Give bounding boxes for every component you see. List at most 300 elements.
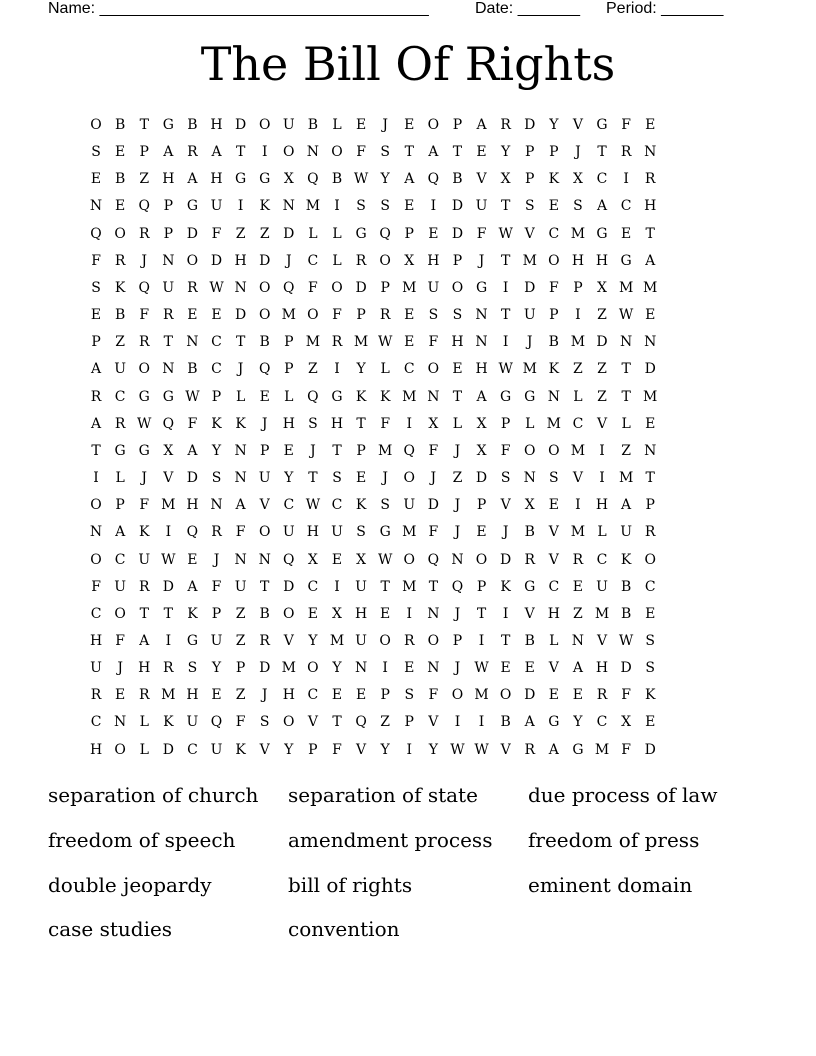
grid-letter[interactable]: R [138, 334, 150, 351]
grid-letter[interactable]: M [402, 524, 417, 541]
grid-letter[interactable]: V [259, 497, 270, 514]
grid-letter[interactable]: D [283, 578, 295, 595]
grid-letter[interactable]: N [354, 660, 368, 677]
grid-letter[interactable]: E [645, 415, 656, 432]
grid-letter[interactable]: U [210, 741, 223, 758]
grid-letter[interactable]: R [644, 524, 656, 541]
grid-letter[interactable]: O [138, 361, 150, 378]
grid-letter[interactable]: P [163, 198, 174, 215]
grid-letter[interactable]: E [211, 687, 222, 704]
grid-letter[interactable]: R [187, 279, 198, 296]
grid-letter[interactable]: X [404, 252, 415, 269]
grid-letter[interactable]: A [621, 497, 632, 514]
grid-letter[interactable]: O [403, 551, 415, 568]
grid-letter[interactable]: P [573, 279, 583, 296]
grid-letter[interactable]: N [427, 388, 440, 405]
grid-letter[interactable]: N [644, 442, 657, 459]
grid-letter[interactable]: F [380, 415, 391, 432]
grid-letter[interactable]: E [90, 171, 102, 188]
grid-letter[interactable]: J [575, 144, 581, 161]
grid-letter[interactable]: P [404, 225, 414, 242]
grid-letter[interactable]: O [451, 279, 464, 296]
grid-letter[interactable]: G [475, 279, 488, 296]
grid-letter[interactable]: C [403, 361, 415, 378]
grid-letter[interactable]: M [305, 198, 321, 215]
grid-letter[interactable]: I [623, 171, 629, 188]
grid-letter[interactable]: A [428, 144, 439, 161]
grid-letter[interactable]: M [305, 334, 321, 351]
grid-letter[interactable]: N [306, 144, 320, 161]
grid-letter[interactable]: C [331, 497, 343, 514]
grid-letter[interactable]: E [380, 605, 391, 622]
grid-letter[interactable]: D [186, 225, 199, 242]
grid-letter[interactable]: S [500, 470, 511, 487]
grid-letter[interactable]: H [186, 497, 199, 514]
grid-letter[interactable]: G [379, 524, 391, 541]
grid-letter[interactable]: M [353, 334, 369, 351]
grid-letter[interactable]: R [644, 171, 656, 188]
grid-letter[interactable]: J [454, 605, 461, 622]
grid-letter[interactable]: P [139, 144, 149, 161]
grid-letter[interactable]: V [548, 551, 559, 568]
grid-letter[interactable]: B [187, 361, 198, 378]
grid-letter[interactable]: T [428, 578, 439, 595]
grid-letter[interactable]: R [138, 578, 150, 595]
grid-letter[interactable]: Y [380, 171, 390, 188]
grid-letter[interactable]: R [572, 551, 584, 568]
grid-letter[interactable]: J [454, 524, 461, 541]
grid-letter[interactable]: R [331, 334, 343, 351]
grid-letter[interactable]: F [476, 225, 487, 242]
grid-letter[interactable]: E [259, 388, 270, 405]
grid-letter[interactable]: T [235, 144, 246, 161]
grid-letter[interactable]: C [211, 361, 222, 378]
grid-letter[interactable]: E [476, 524, 487, 541]
grid-letter[interactable]: J [454, 497, 461, 514]
grid-letter[interactable]: A [115, 524, 126, 541]
grid-letter[interactable]: D [644, 361, 656, 378]
grid-letter[interactable]: F [428, 334, 439, 351]
grid-letter[interactable]: O [379, 252, 391, 269]
grid-letter[interactable]: N [186, 334, 199, 351]
grid-letter[interactable]: I [502, 605, 509, 622]
grid-letter[interactable]: S [645, 660, 655, 677]
grid-letter[interactable]: C [596, 714, 608, 731]
grid-letter[interactable]: Y [332, 660, 342, 677]
grid-letter[interactable]: N [475, 307, 488, 324]
grid-letter[interactable]: T [139, 605, 149, 622]
grid-letter[interactable]: V [500, 741, 511, 758]
grid-letter[interactable]: O [258, 117, 271, 133]
grid-letter[interactable]: J [382, 117, 388, 133]
grid-letter[interactable]: P [308, 741, 318, 758]
grid-letter[interactable]: J [285, 252, 292, 269]
grid-letter[interactable]: H [595, 497, 609, 514]
grid-letter[interactable]: N [451, 551, 464, 568]
grid-letter[interactable]: B [259, 334, 270, 351]
grid-letter[interactable]: I [478, 632, 485, 649]
grid-letter[interactable]: S [332, 470, 342, 487]
grid-letter[interactable]: D [234, 117, 247, 133]
grid-letter[interactable]: Z [308, 361, 318, 378]
grid-letter[interactable]: H [138, 660, 151, 677]
grid-letter[interactable]: O [283, 144, 295, 161]
grid-letter[interactable]: M [594, 605, 610, 622]
grid-letter[interactable]: U [282, 117, 295, 133]
grid-letter[interactable]: Y [211, 442, 222, 459]
grid-letter[interactable]: J [310, 442, 316, 459]
grid-letter[interactable]: Z [597, 388, 607, 405]
grid-letter[interactable]: P [284, 361, 294, 378]
grid-letter[interactable]: S [645, 632, 655, 649]
grid-letter[interactable]: E [572, 578, 584, 595]
grid-letter[interactable]: F [500, 442, 511, 459]
grid-letter[interactable]: B [524, 524, 535, 541]
grid-letter[interactable]: T [645, 225, 655, 242]
grid-letter[interactable]: H [475, 361, 488, 378]
grid-letter[interactable]: C [114, 388, 126, 405]
grid-letter[interactable]: S [524, 198, 535, 215]
grid-letter[interactable]: Y [573, 714, 583, 731]
grid-letter[interactable]: I [430, 198, 437, 215]
grid-letter[interactable]: L [525, 415, 535, 432]
grid-letter[interactable]: N [89, 198, 103, 215]
date-field[interactable]: Date: _______ [475, 0, 580, 17]
grid-letter[interactable]: G [548, 714, 560, 731]
grid-letter[interactable]: S [404, 687, 415, 704]
grid-letter[interactable]: Y [501, 144, 511, 161]
grid-letter[interactable]: B [331, 171, 343, 188]
grid-letter[interactable]: X [428, 415, 439, 432]
grid-letter[interactable]: T [645, 470, 655, 487]
grid-letter[interactable]: T [308, 470, 318, 487]
grid-letter[interactable]: S [549, 470, 559, 487]
grid-letter[interactable]: G [331, 388, 343, 405]
grid-letter[interactable]: N [114, 714, 127, 731]
grid-letter[interactable]: S [380, 497, 390, 514]
grid-letter[interactable]: P [452, 117, 463, 133]
grid-letter[interactable]: P [404, 714, 414, 731]
grid-letter[interactable]: R [163, 307, 174, 324]
grid-letter[interactable]: T [235, 334, 246, 351]
grid-letter[interactable]: J [478, 252, 485, 269]
grid-letter[interactable]: H [282, 415, 295, 432]
grid-letter[interactable]: Q [186, 524, 199, 541]
grid-letter[interactable]: Z [573, 605, 583, 622]
grid-letter[interactable]: F [356, 144, 366, 161]
grid-letter[interactable]: J [117, 660, 123, 677]
grid-letter[interactable]: O [283, 605, 295, 622]
grid-letter[interactable]: Z [597, 361, 607, 378]
grid-letter[interactable]: Q [210, 714, 223, 731]
grid-letter[interactable]: A [163, 144, 174, 161]
grid-letter[interactable]: D [451, 225, 464, 242]
grid-letter[interactable]: U [138, 551, 151, 568]
grid-letter[interactable]: M [522, 252, 537, 269]
grid-letter[interactable]: O [90, 117, 102, 133]
grid-letter[interactable]: O [283, 714, 295, 731]
grid-letter[interactable]: C [596, 171, 608, 188]
grid-letter[interactable]: F [621, 741, 631, 758]
grid-letter[interactable]: M [546, 415, 561, 432]
grid-letter[interactable]: M [329, 632, 345, 649]
grid-letter[interactable]: P [500, 415, 511, 432]
grid-letter[interactable]: E [428, 225, 439, 242]
grid-letter[interactable]: R [90, 687, 102, 704]
grid-letter[interactable]: J [237, 361, 244, 378]
grid-letter[interactable]: M [378, 442, 393, 459]
grid-letter[interactable]: V [163, 470, 174, 487]
grid-letter[interactable]: R [138, 687, 150, 704]
grid-letter[interactable]: W [618, 632, 634, 649]
grid-letter[interactable]: Q [283, 279, 295, 296]
grid-letter[interactable]: M [594, 741, 610, 758]
grid-letter[interactable]: F [332, 307, 342, 324]
grid-letter[interactable]: Q [355, 714, 367, 731]
grid-letter[interactable]: B [307, 117, 319, 133]
grid-letter[interactable]: C [548, 225, 560, 242]
grid-letter[interactable]: R [355, 252, 367, 269]
grid-letter[interactable]: V [572, 470, 583, 487]
grid-letter[interactable]: T [500, 252, 511, 269]
grid-letter[interactable]: R [379, 307, 391, 324]
grid-letter[interactable]: V [428, 714, 439, 731]
grid-letter[interactable]: H [89, 632, 103, 649]
grid-letter[interactable]: N [427, 605, 440, 622]
grid-letter[interactable]: G [596, 117, 608, 133]
grid-letter[interactable]: G [114, 442, 126, 459]
grid-letter[interactable]: L [597, 524, 607, 541]
grid-letter[interactable]: W [305, 497, 321, 514]
grid-letter[interactable]: U [282, 524, 295, 541]
grid-letter[interactable]: R [259, 632, 270, 649]
grid-letter[interactable]: H [595, 252, 609, 269]
grid-letter[interactable]: G [162, 388, 174, 405]
grid-letter[interactable]: A [90, 361, 102, 378]
grid-letter[interactable]: O [548, 252, 560, 269]
grid-letter[interactable]: G [500, 388, 512, 405]
grid-letter[interactable]: N [619, 334, 633, 351]
grid-letter[interactable]: V [283, 632, 294, 649]
grid-letter[interactable]: T [332, 714, 342, 731]
grid-letter[interactable]: G [355, 225, 367, 242]
grid-letter[interactable]: V [524, 225, 535, 242]
grid-letter[interactable]: N [427, 660, 440, 677]
grid-letter[interactable]: K [259, 198, 270, 215]
grid-letter[interactable]: N [234, 442, 247, 459]
grid-letter[interactable]: C [90, 714, 102, 731]
grid-letter[interactable]: R [211, 524, 222, 541]
grid-letter[interactable]: B [114, 307, 126, 324]
grid-letter[interactable]: E [187, 551, 198, 568]
grid-letter[interactable]: Q [427, 551, 440, 568]
grid-letter[interactable]: U [475, 198, 488, 215]
grid-letter[interactable]: T [163, 605, 173, 622]
grid-letter[interactable]: W [377, 551, 393, 568]
grid-letter[interactable]: U [523, 307, 536, 324]
grid-letter[interactable]: U [210, 632, 223, 649]
grid-letter[interactable]: V [307, 714, 318, 731]
grid-letter[interactable]: W [618, 307, 634, 324]
grid-letter[interactable]: G [138, 388, 150, 405]
grid-letter[interactable]: P [476, 497, 487, 514]
grid-letter[interactable]: L [549, 632, 559, 649]
grid-letter[interactable]: Y [284, 741, 294, 758]
grid-letter[interactable]: Z [380, 714, 391, 731]
grid-letter[interactable]: B [500, 714, 511, 731]
grid-letter[interactable]: U [620, 524, 633, 541]
grid-letter[interactable]: O [258, 279, 271, 296]
grid-letter[interactable]: A [548, 741, 559, 758]
grid-letter[interactable]: W [474, 741, 489, 758]
grid-letter[interactable]: V [500, 497, 511, 514]
grid-letter[interactable]: M [570, 334, 586, 351]
grid-letter[interactable]: K [139, 524, 150, 541]
grid-letter[interactable]: V [476, 171, 487, 188]
grid-letter[interactable]: U [162, 279, 175, 296]
grid-letter[interactable]: H [547, 605, 560, 622]
grid-letter[interactable]: F [548, 279, 559, 296]
grid-letter[interactable]: N [475, 334, 488, 351]
grid-letter[interactable]: K [235, 741, 246, 758]
grid-letter[interactable]: H [282, 687, 295, 704]
grid-letter[interactable]: P [115, 497, 125, 514]
grid-letter[interactable]: E [404, 307, 415, 324]
grid-letter[interactable]: I [478, 714, 485, 731]
grid-letter[interactable]: L [139, 714, 149, 731]
grid-letter[interactable]: S [356, 198, 366, 215]
grid-letter[interactable]: R [114, 415, 126, 432]
grid-letter[interactable]: N [644, 334, 657, 351]
grid-letter[interactable]: N [234, 470, 247, 487]
grid-letter[interactable]: Z [235, 225, 246, 242]
grid-letter[interactable]: P [211, 605, 222, 622]
grid-letter[interactable]: A [139, 632, 150, 649]
grid-letter[interactable]: J [454, 660, 461, 677]
grid-letter[interactable]: A [476, 117, 487, 133]
grid-letter[interactable]: F [621, 687, 631, 704]
grid-letter[interactable]: L [284, 388, 294, 405]
grid-letter[interactable]: B [524, 632, 535, 649]
grid-letter[interactable]: E [90, 307, 102, 324]
grid-letter[interactable]: Z [235, 687, 246, 704]
grid-letter[interactable]: T [621, 388, 631, 405]
grid-letter[interactable]: X [283, 171, 294, 188]
grid-letter[interactable]: D [524, 687, 536, 704]
grid-letter[interactable]: I [334, 361, 340, 378]
grid-letter[interactable]: T [476, 605, 487, 622]
grid-letter[interactable]: O [90, 551, 102, 568]
grid-letter[interactable]: O [186, 252, 199, 269]
grid-letter[interactable]: I [165, 524, 172, 541]
grid-letter[interactable]: R [138, 225, 150, 242]
grid-letter[interactable]: B [114, 171, 126, 188]
grid-letter[interactable]: A [404, 171, 415, 188]
grid-letter[interactable]: J [213, 551, 220, 568]
grid-letter[interactable]: P [549, 307, 559, 324]
grid-letter[interactable]: I [599, 442, 605, 459]
grid-letter[interactable]: S [259, 714, 270, 731]
grid-letter[interactable]: O [548, 442, 560, 459]
grid-letter[interactable]: K [548, 171, 560, 188]
grid-letter[interactable]: D [259, 660, 271, 677]
grid-letter[interactable]: P [645, 497, 655, 514]
grid-letter[interactable]: Q [307, 171, 319, 188]
grid-letter[interactable]: H [210, 171, 223, 188]
grid-letter[interactable]: H [162, 171, 175, 188]
grid-letter[interactable]: H [354, 605, 368, 622]
grid-letter[interactable]: X [524, 497, 535, 514]
grid-letter[interactable]: R [114, 252, 126, 269]
grid-letter[interactable]: P [525, 171, 535, 188]
grid-letter[interactable]: M [570, 442, 586, 459]
grid-letter[interactable]: L [452, 415, 463, 432]
grid-letter[interactable]: I [575, 497, 581, 514]
grid-letter[interactable]: N [234, 279, 247, 296]
grid-letter[interactable]: B [114, 117, 126, 133]
grid-letter[interactable]: K [114, 279, 126, 296]
grid-letter[interactable]: B [620, 605, 632, 622]
grid-letter[interactable]: W [185, 388, 200, 405]
grid-letter[interactable]: F [621, 117, 631, 133]
grid-letter[interactable]: N [162, 252, 175, 269]
grid-letter[interactable]: E [115, 144, 126, 161]
grid-letter[interactable]: S [428, 307, 439, 324]
grid-letter[interactable]: P [380, 687, 390, 704]
grid-letter[interactable]: N [282, 198, 295, 215]
grid-letter[interactable]: I [93, 470, 99, 487]
grid-letter[interactable]: E [211, 307, 222, 324]
grid-letter[interactable]: K [379, 388, 391, 405]
grid-letter[interactable]: W [137, 415, 152, 432]
grid-letter[interactable]: L [139, 741, 149, 758]
grid-letter[interactable]: N [644, 144, 657, 161]
grid-letter[interactable]: B [187, 117, 198, 133]
grid-letter[interactable]: D [186, 470, 199, 487]
grid-letter[interactable]: Z [621, 442, 631, 459]
grid-letter[interactable]: C [307, 252, 319, 269]
grid-letter[interactable]: D [210, 252, 223, 269]
grid-letter[interactable]: T [597, 144, 607, 161]
grid-letter[interactable]: P [452, 632, 463, 649]
grid-letter[interactable]: L [115, 470, 125, 487]
grid-letter[interactable]: J [454, 442, 461, 459]
grid-letter[interactable]: J [382, 470, 388, 487]
grid-letter[interactable]: X [597, 279, 607, 296]
grid-letter[interactable]: Q [379, 225, 391, 242]
grid-letter[interactable]: E [620, 225, 632, 242]
grid-letter[interactable]: V [356, 741, 367, 758]
grid-letter[interactable]: N [162, 361, 175, 378]
grid-letter[interactable]: O [331, 144, 343, 161]
grid-letter[interactable]: F [115, 632, 125, 649]
grid-letter[interactable]: E [452, 361, 463, 378]
grid-letter[interactable]: V [548, 660, 559, 677]
grid-letter[interactable]: B [452, 171, 463, 188]
grid-letter[interactable]: S [356, 524, 366, 541]
grid-letter[interactable]: T [621, 361, 631, 378]
grid-letter[interactable]: N [258, 551, 271, 568]
grid-letter[interactable]: Y [428, 741, 438, 758]
grid-letter[interactable]: P [476, 578, 487, 595]
grid-letter[interactable]: E [572, 687, 584, 704]
grid-letter[interactable]: E [548, 687, 559, 704]
grid-letter[interactable]: K [355, 497, 367, 514]
grid-letter[interactable]: F [139, 307, 150, 324]
grid-letter[interactable]: Z [259, 225, 270, 242]
grid-letter[interactable]: S [91, 144, 101, 161]
grid-letter[interactable]: K [644, 687, 656, 704]
